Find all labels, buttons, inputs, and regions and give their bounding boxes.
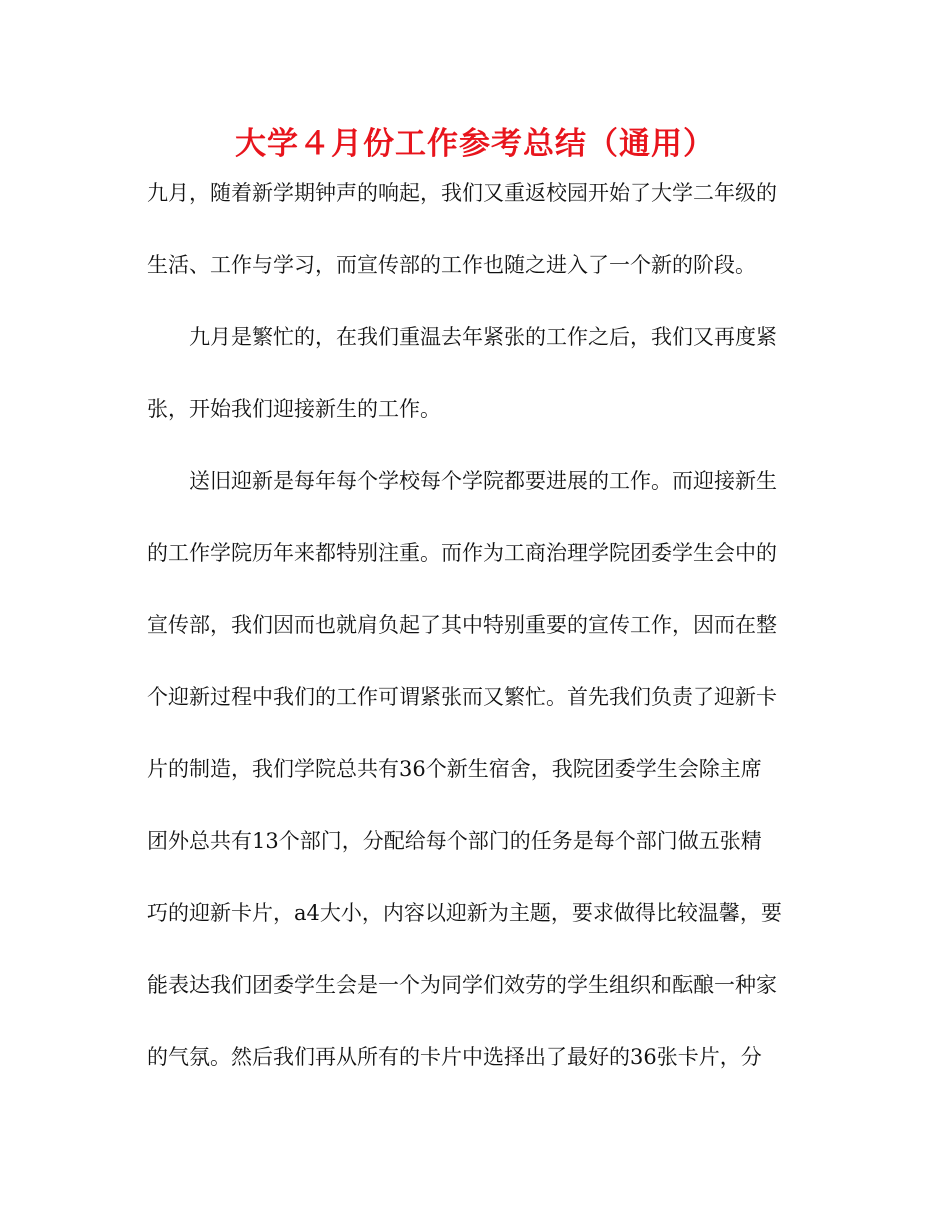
text-line: 九月是繁忙的，在我们重温去年紧张的工作之后，我们又再度紧	[189, 325, 777, 349]
paragraph-2	[147, 317, 807, 461]
text-line: 宣传部，我们因而也就肩负起了其中特别重要的宣传工作，因而在整	[147, 613, 777, 637]
text-line: 送旧迎新是每年每个学校每个学院都要进展的工作。而迎接新生	[189, 469, 777, 493]
text-line: 九月，随着新学期钟声的响起，我们又重返校园开始了大学二年级的	[147, 181, 777, 205]
text-line: 生活、工作与学习，而宣传部的工作也随之进入了一个新的阶段。	[147, 253, 756, 277]
text-line: 巧的迎新卡片，a4大小，内容以迎新为主题，要求做得比较温馨，要	[147, 901, 782, 925]
text-line: 能表达我们团委学生会是一个为同学们效劳的学生组织和酝酿一种家	[147, 973, 777, 997]
text-line: 的气氛。然后我们再从所有的卡片中选择出了最好的36张卡片，分	[147, 1045, 762, 1069]
document-body	[147, 173, 807, 1109]
text-line: 片的制造，我们学院总共有36个新生宿舍，我院团委学生会除主席	[147, 757, 762, 781]
text-line: 团外总共有13个部门，分配给每个部门的任务是每个部门做五张精	[147, 829, 762, 853]
paragraph-3	[147, 461, 807, 1109]
text-line: 张，开始我们迎接新生的工作。	[147, 397, 441, 421]
text-line: 的工作学院历年来都特别注重。而作为工商治理学院团委学生会中的	[147, 541, 777, 565]
text-line: 个迎新过程中我们的工作可谓紧张而又繁忙。首先我们负责了迎新卡	[147, 685, 777, 709]
document-title: 大学４月份工作参考总结（通用）	[235, 126, 715, 162]
paragraph-1	[147, 173, 807, 317]
